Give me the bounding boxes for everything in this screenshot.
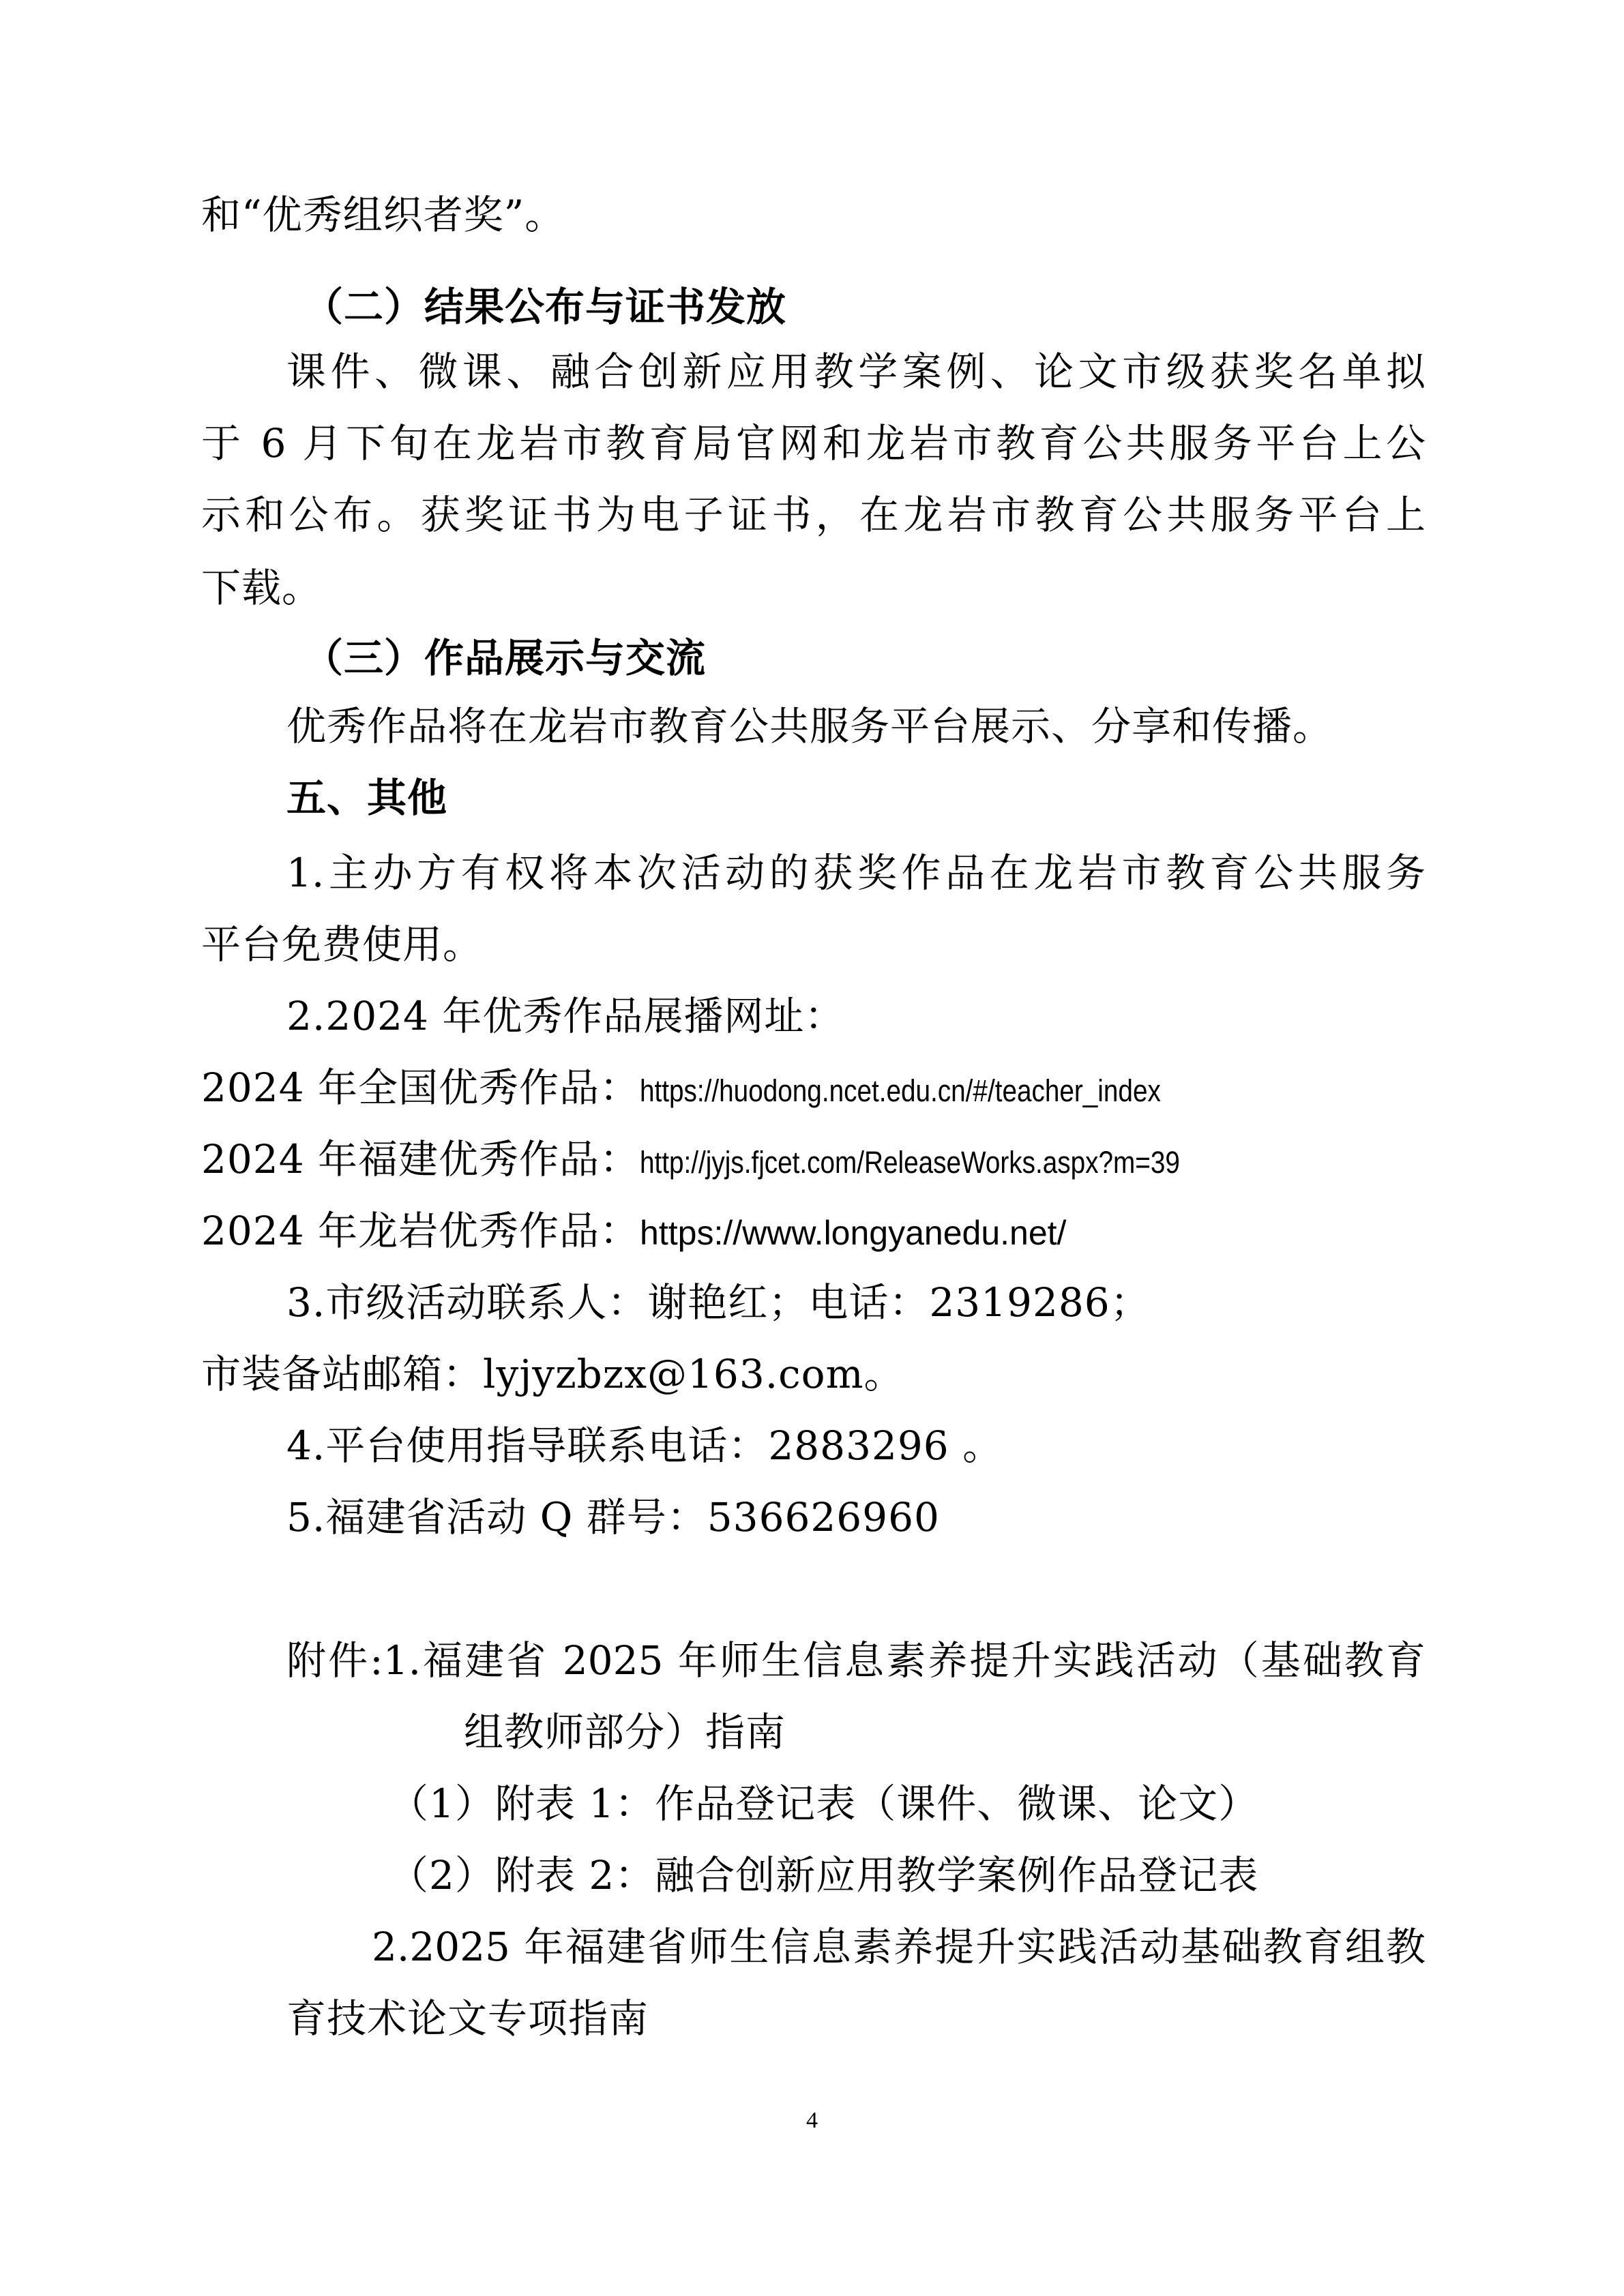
body-text-line: 示和公布。获奖证书为电子证书，在龙岩市教育公共服务平台上: [201, 492, 1426, 538]
section-heading-results: （二）结果公布与证书发放: [304, 284, 787, 330]
body-text-line: 1.主办方有权将本次活动的获奖作品在龙岩市教育公共服务: [286, 850, 1426, 896]
body-text-line: 课件、微课、融合创新应用教学案例、论文市级获奖名单拟: [286, 348, 1426, 395]
section-heading-other: 五、其他: [286, 775, 448, 821]
body-text-line: 于 6 月下旬在龙岩市教育局官网和龙岩市教育公共服务平台上公: [201, 420, 1426, 466]
national-works-url[interactable]: https://huodong.ncet.edu.cn/#/teacher_index: [640, 1073, 1161, 1108]
body-text-line: 4.平台使用指导联系电话：2883296 。: [286, 1422, 1003, 1469]
body-text-line: 5.福建省活动 Q 群号：536626960: [286, 1494, 940, 1540]
body-text-line: 下载。: [201, 565, 323, 611]
fujian-works-url[interactable]: http://jyjs.fjcet.com/ReleaseWorks.aspx?m=39: [640, 1145, 1180, 1180]
body-text-line: 平台免费使用。: [201, 921, 484, 968]
showcase-link-longyan: [201, 1204, 1066, 1260]
showcase-link-fujian: [201, 1132, 1268, 1190]
longyan-works-url[interactable]: https://www.longyanedu.net/: [640, 1214, 1067, 1252]
attachment-line: （2）附表 2：融合创新应用教学案例作品登记表: [389, 1852, 1259, 1898]
link-label: 2024 年福建优秀作品：: [201, 1136, 640, 1182]
showcase-link-national: [201, 1060, 1245, 1118]
body-text-line: 市装备站邮箱：lyjyzbzx@163.com。: [201, 1351, 904, 1397]
attachment-line: 附件:1.福建省 2025 年师生信息素养提升实践活动（基础教育: [286, 1637, 1426, 1684]
attachment-line: 组教师部分）指南: [464, 1709, 786, 1755]
attachment-line: （1）附表 1：作品登记表（课件、微课、论文）: [389, 1780, 1259, 1827]
link-label: 2024 年龙岩优秀作品：: [201, 1208, 640, 1254]
body-text-line: 3.市级活动联系人：谢艳红；电话：2319286；: [286, 1279, 1151, 1326]
page-number: 4: [806, 2108, 818, 2133]
link-label: 2024 年全国优秀作品：: [201, 1064, 640, 1111]
attachment-line: 2.2025 年福建省师生信息素养提升实践活动基础教育组教: [372, 1924, 1426, 1970]
body-text-line: 2.2024 年优秀作品展播网址：: [286, 993, 845, 1039]
attachment-line: 育技术论文专项指南: [286, 1995, 649, 2042]
body-text-line: 和“优秀组织者奖”。: [201, 192, 565, 238]
section-heading-showcase: （三）作品展示与交流: [304, 635, 707, 681]
body-text-line: 优秀作品将在龙岩市教育公共服务平台展示、分享和传播。: [286, 703, 1333, 749]
